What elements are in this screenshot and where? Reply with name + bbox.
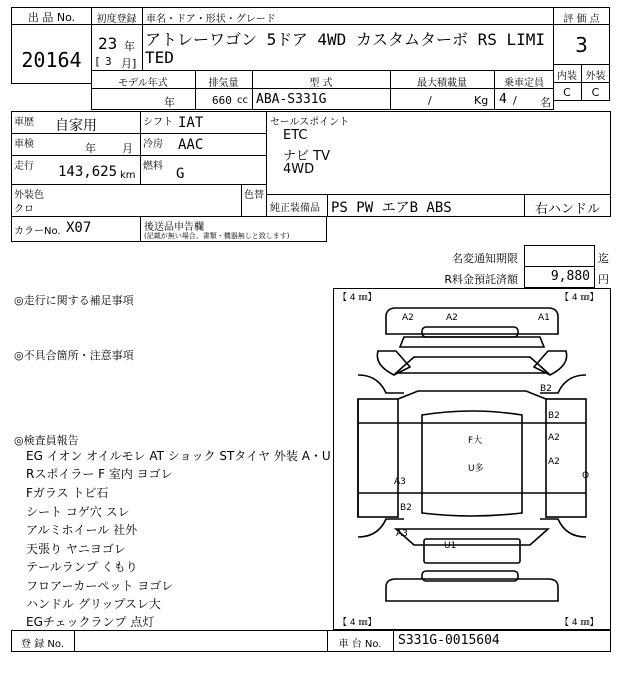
driving-notes-label: ◎走行に関する補足事項 xyxy=(14,294,134,307)
interior-grade: C xyxy=(563,86,571,99)
damage-mark: B2 xyxy=(540,384,552,394)
displacement-unit: cc xyxy=(237,95,248,106)
history-value: 自家用 xyxy=(55,118,97,134)
capacity-value: 4 xyxy=(499,92,507,107)
chassis-label: 車 台 No. xyxy=(338,639,382,650)
first-reg-month: 3 xyxy=(105,55,112,68)
displacement-value: 660 xyxy=(212,94,232,107)
exterior-label: 外装 xyxy=(585,71,606,82)
repaint-label: 色替 xyxy=(244,190,264,201)
notice-value-box xyxy=(524,245,595,267)
damage-mark: F大 xyxy=(468,436,483,446)
notice-label: 名変通知期限 xyxy=(452,252,518,265)
details-box xyxy=(11,111,267,217)
tire-tread-front-left: 【 4 ㎜】 xyxy=(338,293,377,303)
damage-mark: B2 xyxy=(400,503,412,513)
report-line: 天張り ヤニヨゴレ xyxy=(26,542,126,556)
mileage-unit: km xyxy=(120,170,136,181)
damage-mark: O xyxy=(582,471,590,481)
ac-value: AAC xyxy=(178,137,204,153)
capacity-unit: 名 xyxy=(540,96,551,109)
report-line: Fガラス トビ石 xyxy=(26,486,109,500)
report-line: テールランプ くもり xyxy=(26,560,138,574)
name-label: 車名・ドア・形状・グレード xyxy=(146,14,276,25)
displacement-label: 排気量 xyxy=(208,78,239,89)
registration-label: 登 録 No. xyxy=(21,639,64,650)
lot-number: 20164 xyxy=(21,48,82,72)
car-name-line2: TED xyxy=(145,48,174,67)
car-name-line1: アトレーワゴン 5ドア 4WD カスタムターボ RS LIMI xyxy=(145,30,546,49)
damage-mark: U1 xyxy=(444,541,457,551)
model-year-label: モデル年式 xyxy=(118,78,168,89)
damage-mark: U多 xyxy=(468,464,484,474)
mileage-label: 走行 xyxy=(14,161,34,172)
mileage-value: 143,625 xyxy=(58,164,118,180)
sales-point: 4WD xyxy=(283,162,315,177)
interior-label: 内装 xyxy=(557,71,577,82)
recycle-unit: 円 xyxy=(598,273,609,286)
car-outline xyxy=(334,289,610,629)
damage-mark: A2 xyxy=(402,313,414,323)
docs-label: 後送品申告欄 xyxy=(144,222,204,233)
max-load-unit: Kg xyxy=(474,94,489,107)
first-reg-label: 初度登録 xyxy=(96,14,137,25)
fuel-value: G xyxy=(176,166,185,182)
sales-label: セールスポイント xyxy=(270,117,350,128)
model-code: ABA-S331G xyxy=(256,92,327,107)
equipment-value: PS PW エアB ABS xyxy=(331,200,452,216)
damage-mark: B2 xyxy=(548,411,560,421)
report-line: EG イオン オイルモレ AT ショック STタイヤ 外装 A・U xyxy=(26,449,331,463)
fuel-label: 燃料 xyxy=(143,161,163,172)
report-line: アルミホイール 社外 xyxy=(26,523,138,537)
damage-mark: A3 xyxy=(394,477,406,487)
chassis-number: S331G-0015604 xyxy=(398,633,500,648)
equipment-label: 純正装備品 xyxy=(270,203,320,214)
report-line: EGチェックランプ 点灯 xyxy=(26,615,155,629)
tire-tread-rear-right: 【 4 ㎜】 xyxy=(560,618,599,628)
color-no-value: X07 xyxy=(66,220,92,236)
recycle-value: 9,880 xyxy=(550,269,590,284)
ext-color-value: クロ xyxy=(14,204,34,215)
ext-color-label: 外装色 xyxy=(14,190,44,201)
exterior-grade: C xyxy=(591,86,600,99)
recycle-label: R料金預託済額 xyxy=(444,273,518,286)
overall-grade: 3 xyxy=(575,33,588,57)
report-line: フロアーカーペット ヨゴレ xyxy=(26,579,174,593)
damage-mark: A2 xyxy=(548,433,560,443)
damage-mark: A2 xyxy=(446,313,458,323)
inspector-report-label: ◎検査員報告 xyxy=(14,434,79,447)
report-line: ハンドル グリップスレ大 xyxy=(26,597,161,611)
lot-label: 出 品 No. xyxy=(27,11,76,24)
damage-mark: A2 xyxy=(548,457,560,467)
handle-side: 右ハンドル xyxy=(534,202,600,217)
docs-note: (記載が無い場合、書類・機器無しと致します) xyxy=(144,232,290,240)
max-load-label: 最大積載量 xyxy=(417,78,467,89)
sales-point: ナビ TV xyxy=(283,149,330,164)
model-year-unit: 年 xyxy=(164,96,175,109)
damage-mark: A3 xyxy=(396,529,408,539)
defects-label: ◎不具合箇所・注意事項 xyxy=(14,349,134,362)
inspection-label: 車検 xyxy=(14,139,34,150)
report-line: シート コゲ穴 スレ xyxy=(26,505,130,519)
recycle-value-box xyxy=(524,266,595,288)
tire-tread-rear-left: 【 4 ㎜】 xyxy=(338,618,377,628)
sales-point: ETC xyxy=(283,128,308,143)
grade-label: 評 価 点 xyxy=(563,14,600,25)
capacity-label: 乗車定員 xyxy=(504,78,544,89)
shift-value: IAT xyxy=(178,115,204,131)
tire-tread-front-right: 【 4 ㎜】 xyxy=(560,293,599,303)
first-reg-year: 23 xyxy=(98,34,118,53)
car-diagram xyxy=(333,288,611,630)
notice-unit: 迄 xyxy=(598,252,609,265)
ac-label: 冷房 xyxy=(143,139,163,150)
shift-label: シフト xyxy=(143,117,173,128)
damage-mark: A1 xyxy=(538,313,550,323)
model-code-label: 型 式 xyxy=(309,78,333,89)
history-label: 車歴 xyxy=(14,117,34,128)
report-line: Rスポイラー F 室内 ヨゴレ xyxy=(26,467,173,481)
color-no-label: カラーNo. xyxy=(14,226,61,237)
year-unit: 年 xyxy=(124,40,135,53)
